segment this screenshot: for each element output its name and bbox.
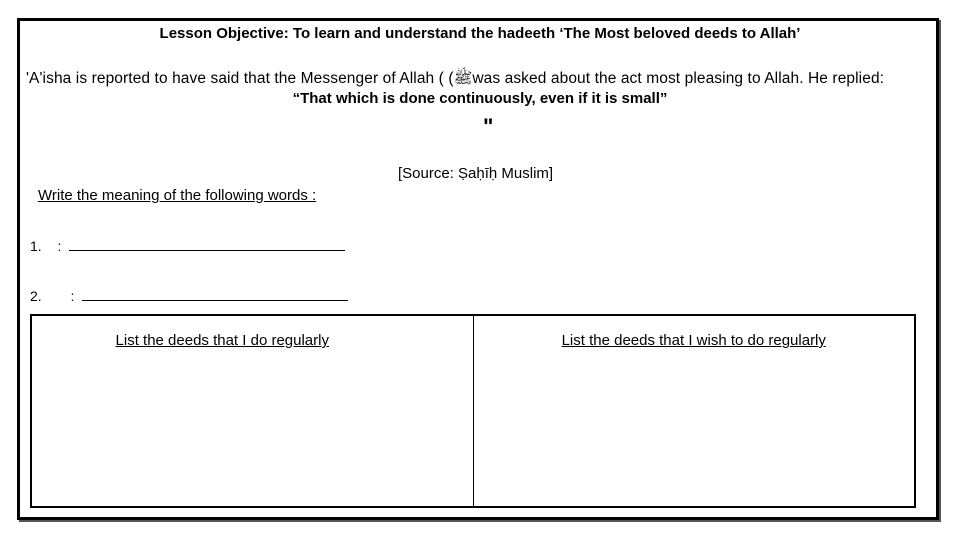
deeds-wished-column[interactable]	[473, 316, 915, 506]
word-answer-blank-1[interactable]	[69, 236, 345, 251]
word-answer-blank-2[interactable]	[82, 286, 348, 301]
word-item-separator: :	[70, 288, 75, 304]
closing-quote-mark: "	[483, 114, 494, 139]
deeds-wished-heading: List the deeds that I wish to do regularly	[561, 332, 826, 349]
hadith-text-line-2: “That which is done continuously, even if it is small”	[292, 90, 668, 107]
hadith-text-line-1: 'A'isha is reported to have said that the Messenger of Allah ( (ﷺwas asked about the act most pleasing to Allah. He replied:	[26, 70, 885, 87]
word-item-2	[30, 286, 348, 304]
lesson-objective: Lesson Objective: To learn and understand the hadeeth ‘The Most beloved deeds to Allah’	[159, 25, 801, 42]
word-item-number: 1.	[30, 238, 42, 254]
word-item-separator: :	[57, 238, 62, 254]
deeds-done-column[interactable]	[32, 316, 473, 506]
word-meaning-prompt: Write the meaning of the following words :	[38, 187, 317, 204]
hadith-source: [Source: Ṣaḥīḥ Muslim]	[398, 165, 554, 182]
word-item-1	[30, 236, 345, 254]
word-item-number: 2.	[30, 288, 42, 304]
deeds-done-heading: List the deeds that I do regularly	[115, 332, 329, 349]
deeds-table	[30, 314, 916, 508]
